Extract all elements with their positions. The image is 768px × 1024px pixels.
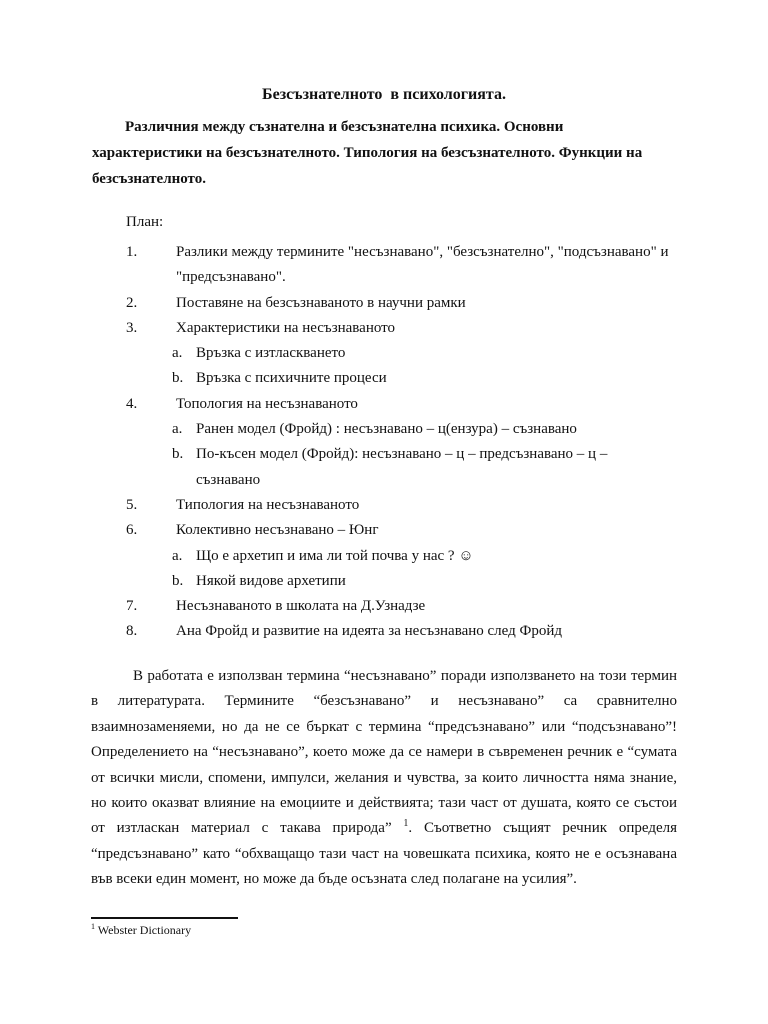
plan-subitem xyxy=(0,366,768,391)
body-text-part1: В работата е използван термина “несъзнавано” поради използването на този термин в литературата. Термините “безсъзнавано” и несъзнавано” са сравнително взаимнозаменяеми, но да не се бъркат с термина “предсъзнавано” или “подсъзнавано”! Определението на “несъзнавано”, което може да се намери в съвременен речник е “сумата от всички мисли, спомени, импулси, желания и чувства, за които личността няма знание, но които оказват влияние на емоциите и действията; тази част от душата, която се състои от изтласкан материал с такава природа” xyxy=(91,668,677,837)
plan-item-number: 5. xyxy=(126,496,138,513)
plan-subitem-text: Връзка с психичните процеси xyxy=(196,370,387,387)
plan-item xyxy=(0,619,768,644)
body-paragraph xyxy=(91,664,677,893)
plan-item-number: 8. xyxy=(126,623,138,640)
plan-item-number: 6. xyxy=(126,522,138,539)
plan-item-text: Колективно несъзнавано – Юнг xyxy=(176,522,379,539)
plan-item xyxy=(0,392,768,417)
plan-subitem xyxy=(0,442,768,493)
plan-item-text: Несъзнаваното в школата на Д.Узнадзе xyxy=(176,598,426,615)
plan-item xyxy=(0,518,768,543)
plan-item-text: Поставяне на безсъзнаваното в научни рамки xyxy=(176,294,466,311)
plan-subitem xyxy=(0,417,768,442)
plan-subitem-text: По-късен модел (Фройд): несъзнавано – ц – предсъзнавано – ц – съзнавано xyxy=(196,446,608,488)
plan-item-number: 1. xyxy=(126,244,138,260)
footnote-separator xyxy=(91,917,238,919)
body-text-part2: . Съответно същият речник определя “предсъзнавано” като “обхващащо тази част на човешката психика, която не е осъзнавана във всеки един момент, но може да бъде осъзната след полагане на усилия”. xyxy=(91,820,677,888)
plan-item xyxy=(0,291,768,316)
plan-subitem-text: Ранен модел (Фройд) : несъзнавано – ц(ензура) – съзнавано xyxy=(196,421,577,438)
plan-item-text: Типология на несъзнаваното xyxy=(176,496,360,513)
footnote xyxy=(91,923,191,938)
plan-list xyxy=(0,240,768,645)
plan-item xyxy=(0,316,768,341)
plan-subitem-text: Що е архетип и има ли той почва у нас ? ☺ xyxy=(196,547,474,564)
plan-subitem-text: Някой видове архетипи xyxy=(196,572,346,589)
plan-subitem-letter: a. xyxy=(172,421,183,438)
plan-item xyxy=(0,493,768,518)
plan-item-number: 7. xyxy=(126,598,138,615)
plan-subitem-letter: a. xyxy=(172,547,183,564)
plan-item-text: Характеристики на несъзнаваното xyxy=(176,319,396,336)
plan-subitem-text: Връзка с изтласкването xyxy=(196,345,346,362)
footnote-reference: 1 xyxy=(403,818,409,830)
plan-item xyxy=(0,240,768,291)
footnote-text: Webster Dictionary xyxy=(95,923,192,937)
plan-subitem xyxy=(0,569,768,594)
plan-item-text: Топология на несъзнаваното xyxy=(176,395,358,412)
plan-item-number: 3. xyxy=(126,319,138,336)
plan-item-text: Ана Фройд и развитие на идеята за несъзнавано след Фройд xyxy=(176,623,563,640)
plan-label: План: xyxy=(126,214,164,230)
footnote-mark: 1 xyxy=(91,922,95,931)
plan-subitem-letter: b. xyxy=(172,446,184,463)
plan-subitem-letter: a. xyxy=(172,345,183,362)
plan-subitem-letter: b. xyxy=(172,572,184,589)
plan-item-number: 2. xyxy=(126,294,138,311)
plan-subitem-letter: b. xyxy=(172,370,184,387)
plan-subitem xyxy=(0,341,768,366)
document-title: Безсъзнателното в психологията. xyxy=(262,86,506,103)
plan-item-text: Разлики между термините "несъзнавано", "безсъзнателно", "подсъзнавано" и "предсъзнавано". xyxy=(176,244,669,286)
plan-item xyxy=(0,594,768,619)
plan-subitem xyxy=(0,544,768,569)
document-subtitle: Различния между съзнателна и безсъзнателна психика. Основни характеристики на безсъзнателното. Типология на безсъзнателното. Функции на безсъзнателното. xyxy=(92,119,643,187)
plan-item-number: 4. xyxy=(126,395,138,412)
